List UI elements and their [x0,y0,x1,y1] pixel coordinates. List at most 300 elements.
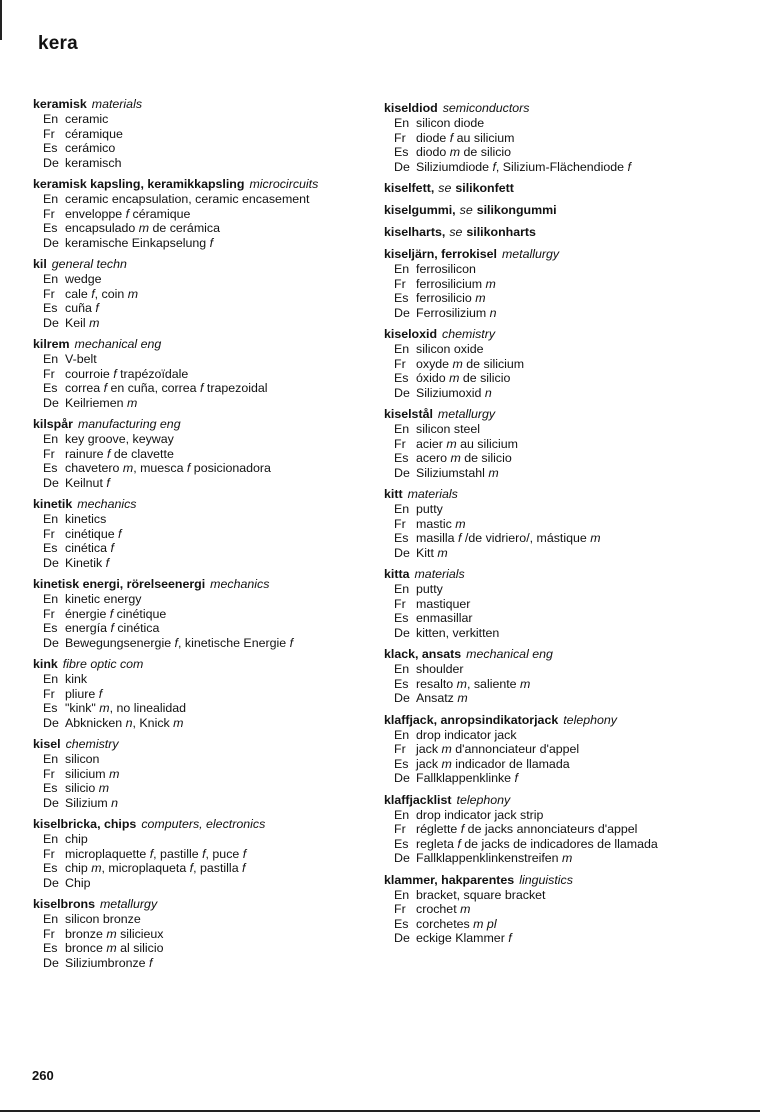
language-code: En [394,887,410,902]
entry-headline [33,897,378,912]
translation-text: Siliziumoxid n [416,385,492,400]
language-code: De [43,315,59,330]
entry-headline [384,225,734,240]
entry-headline [33,257,378,272]
language-code: De [394,465,410,480]
headword: kink [33,657,58,671]
dictionary-entry [384,247,734,320]
language-code: En [43,672,59,686]
translation-text: ceramic encapsulation, ceramic encasement [65,192,310,206]
translation-text: acero m de silicio [416,451,512,465]
translation-line [33,592,378,607]
headword: kiselgummi, [384,203,456,217]
translation-line [33,112,378,127]
translation-line [33,381,378,396]
headword: kiseljärn, ferrokisel [384,247,497,261]
translation-text: jack m d'annonciateur d'appel [416,742,580,756]
translation-line [33,752,378,767]
translation-line [33,527,378,542]
translation-text: ceramic [65,112,109,126]
dictionary-entry [33,577,378,650]
translation-text: correa f en cuña, correa f trapezoidal [65,381,268,395]
translation-line [33,927,378,942]
subject-field: computers, electronics [141,817,266,831]
language-code: De [43,555,59,570]
language-code: En [394,116,410,130]
translation-line [33,912,378,927]
see-reference-word: se [449,225,463,239]
language-code: Fr [43,286,55,301]
translation-line [384,451,734,466]
entry-headline [33,817,378,832]
language-code: Es [43,941,58,955]
headword: keramisk [33,97,87,111]
subject-field: chemistry [442,327,496,341]
language-code: En [43,192,59,206]
translation-line [384,517,734,532]
language-code: De [43,795,59,810]
translation-text: chavetero m, muesca f posicionadora [65,461,271,475]
translation-line [384,386,734,401]
language-code: De [394,385,410,400]
headword: kitt [384,487,403,501]
dictionary-entry [384,567,734,640]
translation-text: corchetes m pl [416,916,497,931]
language-code: Es [394,836,409,851]
translation-line [384,262,734,277]
translation-text: Fallklappenklinke f [416,771,518,785]
translation-text: kitten, verkitten [416,625,500,640]
language-code: Fr [394,130,406,145]
dictionary-entry [33,657,378,730]
subject-field: metallurgy [437,407,496,421]
language-code: Fr [43,206,55,221]
language-code: Es [43,701,58,715]
translation-line [33,956,378,971]
entry-headline [384,101,734,116]
translation-line [33,636,378,651]
language-code: Fr [43,766,55,781]
translation-line [384,771,734,786]
subject-field: general techn [51,257,127,271]
translation-line [384,662,734,677]
translation-line [384,917,734,932]
language-code: De [394,691,410,705]
headword: klaffjack, anropsindikatorjack [384,712,559,727]
translation-text: silicon [65,752,100,766]
translation-text: enveloppe f céramique [65,206,191,221]
translation-line [384,437,734,452]
language-code: De [394,771,410,785]
translation-line [33,316,378,331]
dictionary-entry [33,177,378,250]
language-code: De [43,395,59,410]
translation-line [33,607,378,622]
headword: kiselbrons [33,897,95,911]
translation-text: drop indicator jack strip [416,807,544,822]
dictionary-entry [384,327,734,400]
translation-text: mastiquer [416,596,471,611]
translation-text: acier m au silicium [416,436,518,451]
subject-field: mechanics [77,497,137,511]
translation-line [33,512,378,527]
language-code: De [394,931,410,945]
translation-line [384,582,734,597]
subject-field: linguistics [519,872,573,887]
translation-text: "kink" m, no linealidad [65,701,187,715]
translation-line [384,626,734,641]
translation-text: crochet m [416,902,471,916]
translation-line [33,207,378,222]
subject-field: metallurgy [99,897,158,911]
language-code: Fr [43,846,55,861]
translation-line [33,447,378,462]
translation-text: silicon diode [416,116,485,130]
language-code: De [394,159,410,174]
headword: klaffjacklist [384,792,452,807]
language-code: Es [43,781,58,795]
translation-text: silicon steel [416,422,481,436]
bottom-rule [0,1110,760,1112]
dictionary-entry [33,817,378,890]
language-code: Es [394,756,409,771]
translation-line [384,342,734,357]
translation-text: shoulder [416,662,464,676]
subject-field: metallurgy [501,247,560,261]
subject-field: materials [407,487,458,501]
language-code: Fr [394,742,406,756]
translation-text: drop indicator jack [416,727,517,742]
translation-text: Bewegungsenergie f, kinetische Energie f [65,635,294,650]
language-code: Es [394,916,409,931]
language-code: Es [43,301,58,315]
language-code: De [43,155,59,170]
translation-line [384,277,734,292]
language-code: En [43,592,59,606]
language-code: Es [394,531,409,545]
translation-line [384,306,734,321]
subject-field: chemistry [65,737,119,751]
translation-text: mastic m [416,516,466,531]
translation-line [384,742,734,757]
language-code: Fr [394,516,406,531]
translation-text: V-belt [65,352,97,366]
translation-text: cerámico [65,141,116,155]
translation-text: pliure f [65,686,103,701]
see-reference-target: silikongummi [476,203,557,217]
language-code: Es [43,461,58,475]
language-code: Es [43,541,58,555]
translation-text: chip m, microplaqueta f, pastilla f [65,861,246,875]
translation-line [33,781,378,796]
translation-text: réglette f de jacks annonciateurs d'appel [416,822,638,836]
translation-line [33,301,378,316]
translation-line [384,546,734,561]
language-code: De [43,235,59,250]
dictionary-entry [384,181,734,196]
translation-line [33,541,378,556]
headword: kilspår [33,417,73,431]
translation-line [384,145,734,160]
translation-text: jack m indicador de llamada [416,756,570,771]
headword: kiseloxid [384,327,438,341]
translation-line [33,847,378,862]
translation-text: kinetic energy [65,592,142,606]
translation-text: resalto m, saliente m [416,676,531,691]
subject-field: manufacturing eng [77,417,181,431]
language-code: Es [394,291,409,305]
headword: kiselharts, [384,225,446,239]
language-code: Es [394,145,409,159]
language-code: En [43,752,59,766]
translation-text: chip [65,832,88,846]
translation-text: encapsulado m de cerámica [65,221,220,235]
translation-line [33,352,378,367]
translation-text: courroie f trapézoïdale [65,366,189,381]
translation-text: enmasillar [416,611,473,625]
translation-line [384,888,734,903]
entry-headline [33,737,378,752]
translation-line [33,796,378,811]
translation-line [384,371,734,386]
entry-headline [384,567,734,582]
language-code: De [43,715,59,730]
translation-text: silicon oxide [416,342,484,356]
translation-text: bronze m silicieux [65,926,164,941]
translation-line [384,357,734,372]
language-code: En [43,272,59,286]
translation-text: ferrosilicon [416,262,476,276]
translation-text: silicium m [65,766,120,781]
language-code: En [43,832,59,846]
translation-line [33,941,378,956]
language-code: De [43,875,59,890]
entry-headline [33,497,378,512]
dictionary-entry [33,337,378,410]
subject-field: materials [91,97,143,111]
subject-field: microcircuits [249,177,319,191]
entry-headline [384,713,734,728]
entry-headline [33,417,378,432]
translation-text: keramische Einkapselung f [65,235,214,250]
language-code: De [394,545,410,560]
translation-text: rainure f de clavette [65,446,174,461]
language-code: De [394,305,410,320]
translation-text: cinética f [65,541,114,555]
translation-text: microplaquette f, pastille f, puce f [65,846,247,861]
dictionary-entry [384,101,734,174]
language-code: Es [394,371,409,385]
translation-line [33,221,378,236]
translation-line [33,287,378,302]
language-code: En [394,262,410,276]
translation-text: silicon bronze [65,912,141,926]
language-code: En [394,502,410,516]
translation-line [384,131,734,146]
translation-line [33,701,378,716]
language-code: Es [43,621,58,635]
dictionary-entry [384,713,734,786]
language-code: Fr [394,276,406,291]
headword: kiselstål [384,407,433,421]
language-code: Fr [394,822,406,836]
translation-line [33,156,378,171]
translation-line [384,291,734,306]
headword: klack, ansats [384,647,462,661]
translation-line [33,861,378,876]
language-code: En [43,912,59,926]
translation-line [33,127,378,142]
language-code: En [43,352,59,366]
language-code: De [394,625,410,640]
translation-text: cinétique f [65,526,122,541]
language-code: Es [43,861,58,875]
translation-line [33,432,378,447]
translation-text: Abknicken n, Knick m [65,715,184,730]
translation-text: putty [416,502,443,516]
translation-text: Ansatz m [416,691,468,705]
dictionary-entry [384,203,734,218]
dictionary-entry [33,97,378,170]
translation-line [384,851,734,866]
language-code: Es [43,221,58,235]
translation-text: ferrosilicium m [416,276,496,291]
translation-text: Siliziumdiode f, Silizium-Flächendiode f [416,159,631,174]
entry-headline [384,407,734,422]
language-code: Fr [394,596,406,611]
translation-text: Keilriemen m [65,395,138,410]
see-reference-word: se [438,181,452,195]
headword: kinetik [33,497,73,511]
translation-text: óxido m de silicio [416,371,511,385]
translation-text: cuña f [65,301,99,315]
translation-text: Keilnut f [65,475,110,490]
subject-field: materials [414,567,465,581]
translation-line [384,808,734,823]
language-code: Es [394,676,409,691]
headword: keramisk kapsling, keramikkapsling [33,177,245,191]
translation-line [384,502,734,517]
translation-line [33,476,378,491]
see-reference-target: silikonfett [455,181,514,195]
entry-headline [33,177,378,192]
language-code: De [43,475,59,490]
left-column [33,97,378,977]
translation-line [384,466,734,481]
translation-text: Chip [65,875,91,890]
translation-line [33,716,378,731]
right-column [384,101,734,953]
translation-line [384,160,734,175]
translation-text: kinetics [65,512,107,526]
dictionary-entry [384,225,734,240]
translation-line [384,822,734,837]
translation-line [384,728,734,743]
translation-text: kink [65,672,88,686]
language-code: En [394,582,410,596]
translation-line [33,556,378,571]
translation-line [384,677,734,692]
dictionary-entry [33,897,378,970]
translation-text: eckige Klammer f [416,931,512,945]
translation-text: masilla f /de vidriero/, mástique m [416,531,601,545]
subject-field: mechanics [210,577,270,591]
translation-line [33,687,378,702]
language-code: En [43,112,59,126]
translation-text: diodo m de silicio [416,145,512,159]
translation-line [33,767,378,782]
translation-line [384,597,734,612]
translation-text: Kinetik f [65,555,110,570]
translation-text: wedge [65,272,102,286]
subject-field: fibre optic com [62,657,144,671]
language-code: Fr [43,366,55,381]
translation-text: diode f au silicium [416,130,515,145]
entry-headline [384,647,734,662]
entry-headline [33,657,378,672]
language-code: Fr [394,436,406,451]
translation-text: cale f, coin m [65,286,139,301]
translation-line [384,422,734,437]
translation-line [384,902,734,917]
translation-line [384,691,734,706]
translation-text: Silizium n [65,795,119,810]
language-code: De [394,851,410,865]
subject-field: mechanical eng [74,337,162,351]
subject-field: telephony [563,712,617,727]
dictionary-entry [33,417,378,490]
see-reference-target: silikonharts [466,225,536,239]
entry-headline [33,577,378,592]
entry-headline [384,327,734,342]
dictionary-entry [384,487,734,560]
translation-text: Siliziumbronze f [65,955,153,970]
dictionary-entry [33,257,378,330]
language-code: En [394,662,410,676]
headword: kilrem [33,337,70,351]
language-code: Es [43,141,58,155]
entry-headline [384,487,734,502]
dictionary-entry [33,737,378,810]
translation-line [33,192,378,207]
translation-line [384,531,734,546]
translation-text: ferrosilicio m [416,291,486,305]
dictionary-entry [384,873,734,946]
translation-text: oxyde m de silicium [416,356,525,371]
translation-line [384,931,734,946]
translation-line [33,461,378,476]
language-code: En [394,807,410,822]
left-margin-rule [0,0,2,40]
language-code: Fr [394,356,406,371]
translation-text: bronce m al silicio [65,941,164,955]
translation-text: Kitt m [416,545,448,560]
translation-text: céramique [65,126,123,141]
translation-line [384,837,734,852]
translation-text: putty [416,582,443,596]
language-code: Fr [43,446,55,461]
see-reference-word: se [459,203,473,217]
language-code: En [43,512,59,526]
entry-headline [33,337,378,352]
translation-line [33,876,378,891]
headword: kil [33,257,47,271]
translation-text: Keil m [65,315,100,330]
headword: klammer, hakparentes [384,872,515,887]
language-code: En [394,342,410,356]
running-head: kera [38,33,78,54]
translation-text: silicio m [65,781,110,795]
